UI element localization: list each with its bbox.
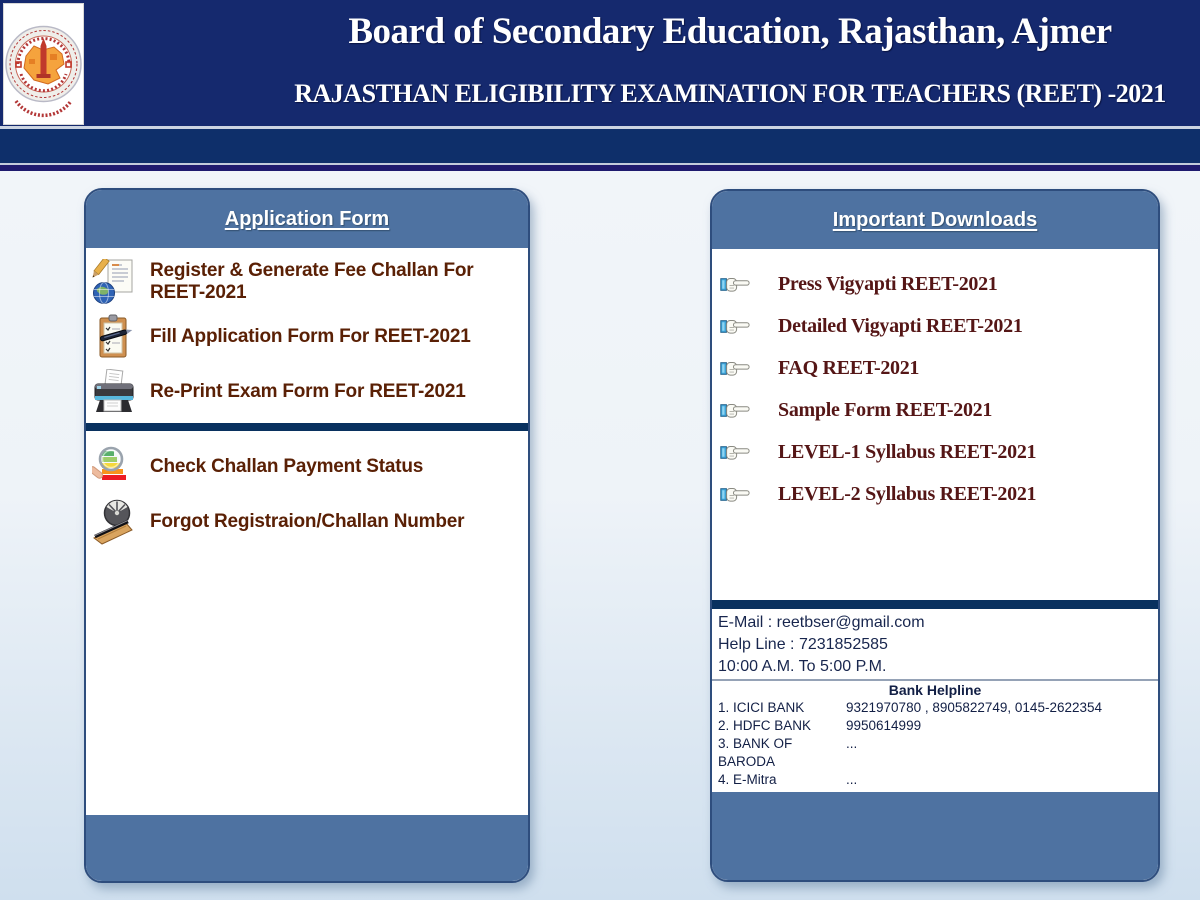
- menu-label: Re-Print Exam Form For REET-2021: [150, 380, 466, 402]
- download-label: LEVEL-1 Syllabus REET-2021: [778, 440, 1037, 463]
- application-form-footer: [86, 815, 528, 881]
- download-label: Sample Form REET-2021: [778, 398, 993, 421]
- download-label: Detailed Vigyapti REET-2021: [778, 314, 1023, 337]
- bank-helpline-title: Bank Helpline: [888, 682, 982, 698]
- pointing-hand-icon: [720, 401, 750, 420]
- site-header: [0, 0, 1200, 129]
- important-downloads-header: [712, 191, 1158, 249]
- important-downloads-title: Important Downloads: [832, 208, 1038, 231]
- menu-item-reprint-form[interactable]: [92, 364, 526, 419]
- bank-numbers: ...: [846, 736, 858, 751]
- contact-hours: 10:00 A.M. To 5:00 P.M.: [718, 658, 887, 675]
- pointing-hand-icon: [720, 443, 750, 462]
- menu-item-fill-form[interactable]: [92, 309, 526, 364]
- application-form-title: Application Form: [224, 207, 390, 230]
- contact-divider-bar: [712, 600, 1158, 609]
- application-form-header: [86, 190, 528, 248]
- download-item-sample-form[interactable]: [720, 389, 1156, 431]
- forgot-number-icon: [92, 499, 136, 545]
- downloads-list: [712, 249, 1158, 515]
- page-subtitle: RAJASTHAN ELIGIBILITY EXAMINATION FOR TEACHERS (REET) -2021: [294, 79, 1166, 108]
- challan-tools-menu: [86, 431, 528, 549]
- pointing-hand-icon: [720, 485, 750, 504]
- application-form-panel: [84, 188, 530, 883]
- register-challan-icon: [92, 259, 136, 305]
- download-item-level2-syllabus[interactable]: [720, 473, 1156, 515]
- reprint-form-icon: [92, 369, 136, 415]
- pointing-hand-icon: [720, 359, 750, 378]
- downloads-spacer: [712, 515, 1158, 600]
- payment-status-icon: [92, 444, 136, 490]
- download-item-level1-syllabus[interactable]: [720, 431, 1156, 473]
- application-form-menu: [86, 248, 528, 419]
- contact-helpline: Help Line : 7231852585: [718, 636, 888, 653]
- bank-numbers: 9950614999: [846, 718, 922, 733]
- important-downloads-panel: [710, 189, 1160, 882]
- important-downloads-footer: [712, 792, 1158, 880]
- bser-logo: [3, 3, 84, 125]
- menu-label: Fill Application Form For REET-2021: [150, 325, 471, 347]
- download-item-faq[interactable]: [720, 347, 1156, 389]
- download-item-detailed-vigyapti[interactable]: [720, 305, 1156, 347]
- bank-row-icici: [718, 699, 1152, 717]
- bank-helpline-block: [712, 681, 1158, 792]
- bank-numbers: 9321970780 , 8905822749, 0145-2622354: [846, 700, 1102, 715]
- download-label: Press Vigyapti REET-2021: [778, 272, 998, 295]
- contact-block: [712, 609, 1158, 681]
- bank-name: 3. BANK OF BARODA: [718, 736, 793, 769]
- download-label: FAQ REET-2021: [778, 356, 920, 379]
- accent-strip: [0, 165, 1200, 171]
- bser-seal-icon: [4, 4, 83, 124]
- menu-label: Forgot Registraion/Challan Number: [150, 510, 465, 532]
- menu-item-forgot-number[interactable]: [92, 494, 526, 549]
- menu-label: Check Challan Payment Status: [150, 455, 424, 477]
- bank-name: 2. HDFC BANK: [718, 718, 812, 733]
- fill-form-icon: [92, 314, 136, 360]
- bank-row-baroda: [718, 735, 1152, 771]
- nav-bar: [0, 129, 1200, 165]
- pointing-hand-icon: [720, 275, 750, 294]
- bank-row-hdfc: [718, 717, 1152, 735]
- download-label: LEVEL-2 Syllabus REET-2021: [778, 482, 1037, 505]
- download-item-press-vigyapti[interactable]: [720, 263, 1156, 305]
- bank-name: 4. E-Mitra: [718, 772, 777, 787]
- contact-email: E-Mail : reetbser@gmail.com: [718, 614, 925, 631]
- pointing-hand-icon: [720, 317, 750, 336]
- menu-item-payment-status[interactable]: [92, 439, 526, 494]
- page-title: Board of Secondary Education, Rajasthan, Ajmer: [348, 11, 1112, 52]
- menu-divider: [86, 423, 528, 431]
- menu-item-register-challan[interactable]: [92, 254, 526, 309]
- bank-name: 1. ICICI BANK: [718, 700, 805, 715]
- menu-label: Register & Generate Fee Challan For REET-2021: [150, 259, 474, 303]
- bank-row-emitra: [718, 771, 1152, 789]
- bank-numbers: ...: [846, 772, 858, 787]
